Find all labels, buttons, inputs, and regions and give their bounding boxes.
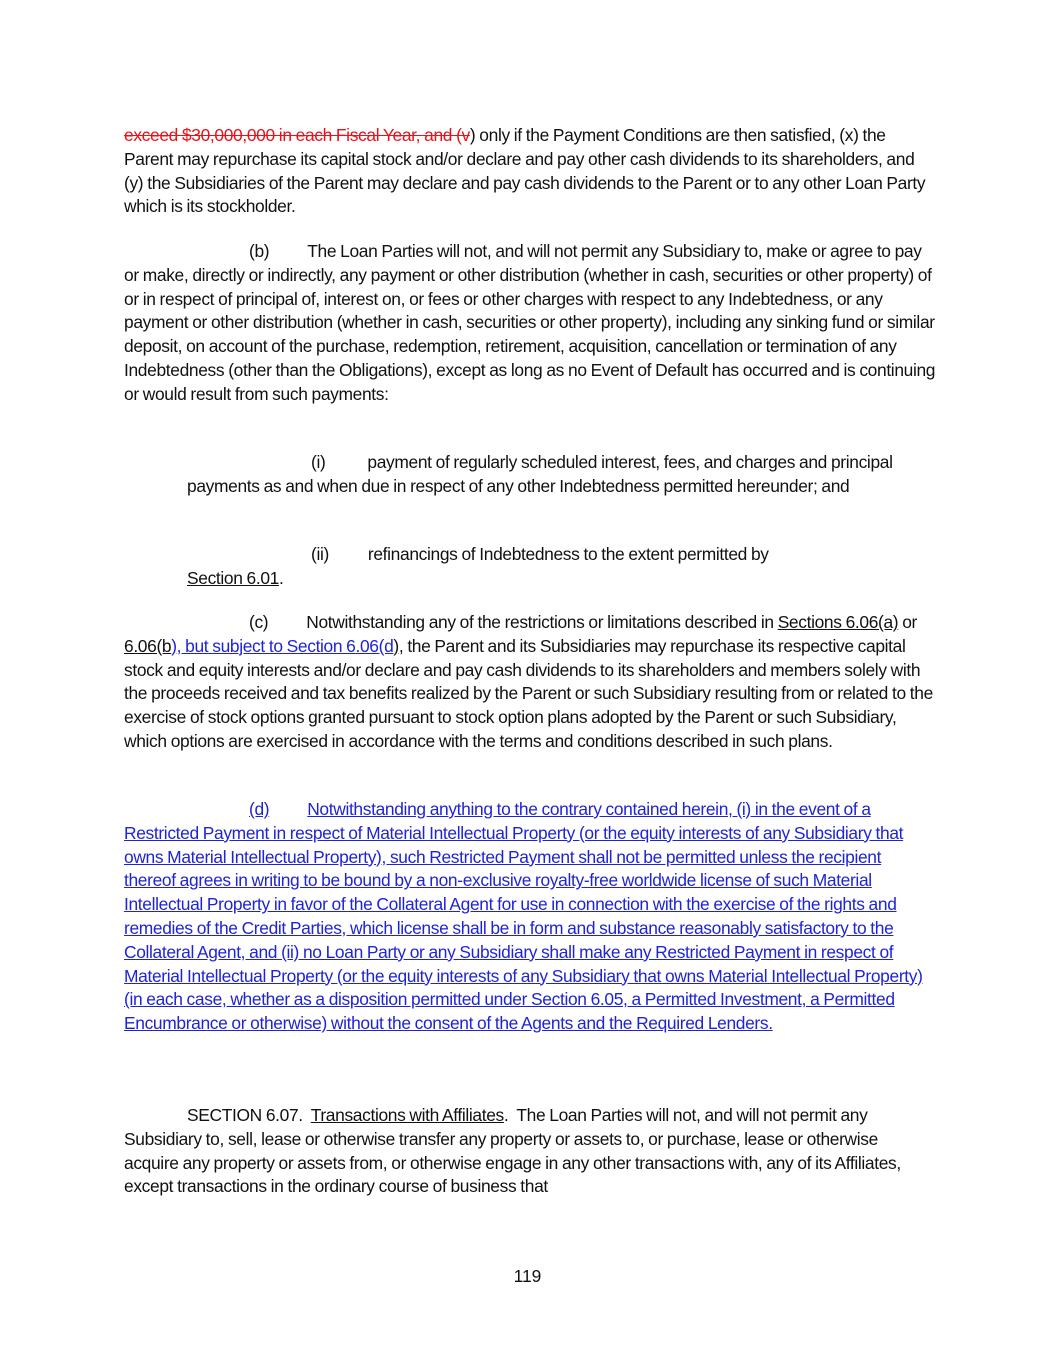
clause-c-text-3: , the Parent and its Subsidiaries may repurchase its respective capital stock and equity interests and/or declare and pay cash dividends to its shareholders and members solely with the proceeds received and tax benefits realized by the Parent or such Subsidiary resulting from or related to the exercise of stock options granted pursuant to stock option plans adopted by the Parent or such Subsidiary, which options are exercised in accordance with the terms and conditions described in such plans. — [124, 635, 933, 751]
paragraph-6-06-c — [124, 611, 936, 754]
paragraph-6-06-d-inserted — [124, 798, 936, 1036]
clause-ii-end: . — [279, 567, 284, 588]
section-title-end: . — [503, 1105, 509, 1125]
paragraph-6-06-b — [124, 240, 936, 407]
clause-ii-text: refinancings of Indebtedness to the extent permitted by — [367, 544, 769, 564]
paragraph-6-06-b-i — [187, 451, 907, 499]
clause-c-text-1: Notwithstanding any of the restrictions or limitations described in — [306, 612, 774, 632]
paragraph-continuation — [124, 124, 936, 219]
paragraph-text: ) only if the Payment Conditions are then satisfied, (x) the Parent may repurchase its capital stock and/or declare and pay other cash dividends to its shareholders, and (y) the Subsidiaries of the Parent may declare and pay cash dividends to the Parent or to any other Loan Party which is its stockholder. — [124, 125, 926, 217]
reference-close: ) — [393, 635, 399, 656]
clause-label-b: (b) — [249, 241, 270, 261]
clause-c-text-2: or — [902, 612, 917, 632]
section-6-01-reference: Section 6.01 — [187, 567, 279, 588]
clause-b-text: The Loan Parties will not, and will not permit any Subsidiary to, make or agree to pay or make, directly or indirectly, any payment or other distribution (whether in cash, securities or other property) of or in respect of principal of, interest on, or fees or other charges with respect to any Indebtedness, or any payment or other distribution (whether in cash, securities or other property), including any sinking fund or similar deposit, on account of the purchase, redemption, retirement, acquisition, cancellation or termination of any Indebtedness (other than the Obligations), except as long as no Event of Default has occurred and is continuing or would result from such payments: — [124, 241, 936, 404]
clause-label-i: (i) — [311, 452, 326, 472]
clause-label-d: (d) — [249, 799, 270, 819]
paragraph-6-06-b-ii — [187, 543, 907, 591]
deleted-text: exceed $30,000,000 in each Fiscal Year, and (v — [124, 125, 470, 145]
section-number: SECTION 6.07. — [187, 1105, 303, 1125]
inserted-text: ), but subject to Section 6.06(d — [171, 635, 394, 656]
clause-i-text: payment of regularly scheduled interest, fees, and charges and principal payments as and when due in respect of any other Indebtedness permitted hereunder; and — [187, 452, 893, 496]
clause-label-c: (c) — [249, 612, 269, 632]
section-6-07-text: The Loan Parties will not, and will not permit any Subsidiary to, sell, lease or otherwise transfer any property or assets to, or purchase, lease or otherwise acquire any property or assets from, or otherwise engage in any other transactions with, any of its Affiliates, except transactions in the ordinary course of business that — [124, 1105, 901, 1197]
clause-d-text: Notwithstanding anything to the contrary contained herein, (i) in the event of a Restricted Payment in respect of Material Intellectual Property (or the equity interests of any Subsidiary that owns Material Intellectual Property), such Restricted Payment shall not be permitted unless the recipient thereof agrees in writing to be bound by a non-exclusive royalty-free worldwide license of such Material Intellectual Property in favor of the Collateral Agent for use in connection with the exercise of the rights and remedies of the Credit Parties, which license shall be in form and substance reasonably satisfactory to the Collateral Agent, and (ii) no Loan Party or any Subsidiary shall make any Restricted Payment in respect of Material Intellectual Property (or the equity interests of any Subsidiary that owns Material Intellectual Property) (in each case, whether as a disposition permitted under Section 6.05, a Permitted Investment, a Permitted Encumbrance or otherwise) without the consent of the Agents and the Required Lenders. — [124, 799, 923, 1034]
page-number: 119 — [513, 1266, 542, 1286]
section-title: Transactions with Affiliates — [310, 1105, 504, 1125]
section-6-06-b-reference: 6.06(b — [124, 635, 172, 656]
sections-6-06-a-reference: Sections 6.06(a) — [777, 612, 899, 632]
clause-label-ii: (ii) — [311, 544, 329, 564]
section-6-07 — [124, 1104, 936, 1199]
